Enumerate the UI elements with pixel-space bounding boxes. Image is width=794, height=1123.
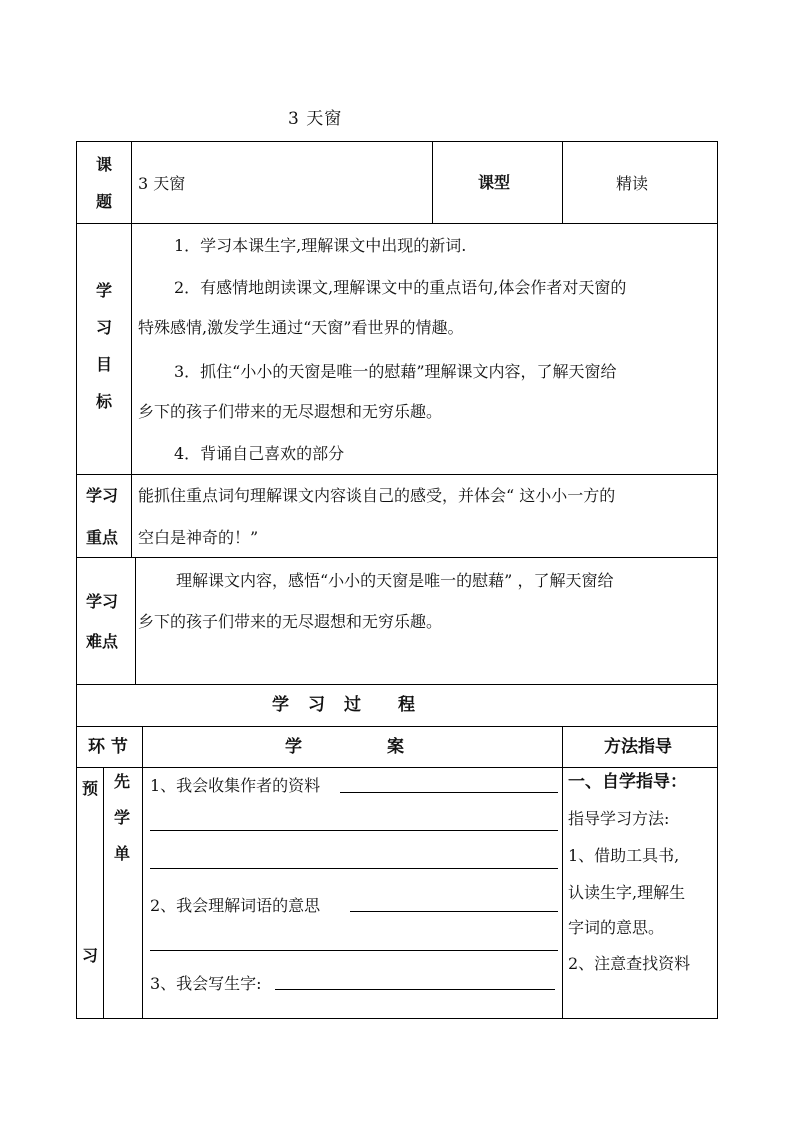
lesson-label-1: 课	[96, 155, 113, 174]
sub-stage-char: 单	[114, 844, 131, 863]
goals-label-char: 学	[95, 281, 112, 300]
goals-label-char: 标	[95, 392, 112, 411]
row-divider	[76, 684, 718, 685]
method-line: 1、借助工具书,	[568, 846, 680, 865]
answer-line[interactable]	[150, 830, 558, 831]
goal-item-2: 2．有感情地朗读课文,理解课文中的重点语句,体会作者对天窗的	[174, 278, 627, 297]
row-divider	[76, 223, 718, 224]
table-border-right	[717, 141, 718, 1019]
question-1: 1、我会收集作者的资料	[150, 776, 321, 795]
method-line: 2、注意查找资料	[568, 954, 691, 973]
goal-item-4: 4．背诵自己喜欢的部分	[174, 444, 345, 463]
answer-line[interactable]	[340, 792, 558, 793]
method-heading: 一、自学指导：	[568, 772, 687, 792]
stage-label-2: 习	[82, 946, 99, 965]
col-header-stage: 环 节	[88, 737, 128, 757]
table-border-bottom	[76, 1018, 718, 1019]
col-divider	[562, 726, 563, 1019]
table-border-top	[76, 141, 718, 142]
col-divider	[432, 141, 433, 223]
col-divider	[131, 141, 132, 557]
row-divider	[76, 474, 718, 475]
page-title: 3 天窗	[288, 109, 343, 129]
answer-line[interactable]	[150, 950, 558, 951]
answer-line[interactable]	[150, 868, 558, 869]
method-line: 认读生字,理解生	[568, 883, 686, 902]
question-2: 2、我会理解词语的意思	[150, 896, 321, 915]
goal-item-3: 3．抓住“小小的天窗是唯一的慰藉”理解课文内容，了解天窗给	[174, 362, 617, 381]
lesson-type-value: 精读	[616, 174, 649, 193]
col-divider	[135, 557, 136, 684]
goals-label-char: 习	[95, 318, 112, 337]
row-divider	[76, 726, 718, 727]
stage-label-1: 预	[82, 779, 99, 798]
lesson-type-label: 课型	[478, 173, 511, 192]
difficulty-text-1: 理解课文内容，感悟“小小的天窗是唯一的慰藉” ，了解天窗给	[176, 571, 614, 590]
sub-stage-char: 学	[114, 808, 131, 827]
goal-item-2-cont: 特殊感情,激发学生通过“天窗”看世界的情趣。	[138, 318, 464, 337]
row-divider	[76, 767, 718, 768]
method-line: 指导学习方法:	[568, 809, 670, 828]
sub-stage-char: 先	[114, 772, 131, 791]
answer-line[interactable]	[275, 989, 555, 990]
row-divider	[76, 557, 718, 558]
col-divider	[142, 726, 143, 1019]
lesson-label-2: 题	[96, 192, 113, 211]
goal-item-3-cont: 乡下的孩子们带来的无尽遐想和无穷乐趣。	[138, 402, 443, 421]
goal-item-1: 1．学习本课生字,理解课文中出现的新词.	[174, 236, 467, 255]
goals-label-char: 目	[95, 355, 112, 374]
focus-text-1: 能抓住重点词句理解课文内容谈自己的感受，并体会“ 这小小一方的	[138, 486, 616, 505]
difficulty-label-2: 难点	[86, 632, 119, 651]
difficulty-text-2: 乡下的孩子们带来的无尽遐想和无穷乐趣。	[138, 612, 443, 631]
answer-line[interactable]	[350, 911, 558, 912]
process-header: 学 习 过 程	[272, 695, 416, 715]
focus-text-2: 空白是神奇的！”	[138, 528, 259, 547]
question-3: 3、我会写生字:	[150, 974, 262, 993]
col-divider	[103, 767, 104, 1019]
col-divider	[562, 141, 563, 223]
col-header-method: 方法指导	[604, 737, 672, 757]
focus-label-2: 重点	[86, 528, 119, 547]
difficulty-label-1: 学习	[86, 592, 119, 611]
col-header-plan: 学 案	[285, 737, 404, 757]
method-line: 字词的意思。	[568, 918, 665, 937]
focus-label-1: 学习	[86, 486, 119, 505]
table-border-left	[76, 141, 77, 1019]
lesson-name: 3 天窗	[138, 174, 186, 193]
